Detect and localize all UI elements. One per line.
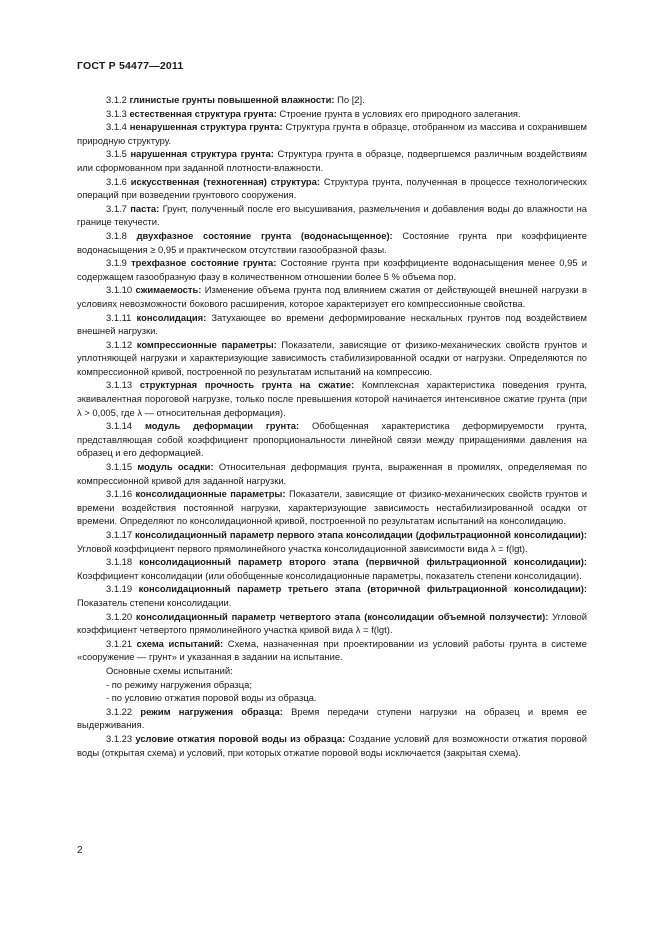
clause-number: 3.1.21	[106, 637, 133, 649]
clause-number: 3.1.2	[106, 94, 127, 105]
definition-paragraph	[77, 732, 587, 759]
schemes-intro: Основные схемы испытаний:	[106, 664, 233, 676]
clause-number: 3.1.12	[106, 338, 133, 350]
term: компрессионные параметры:	[136, 338, 277, 350]
definition-paragraph	[77, 582, 587, 609]
definition-text: Время передачи ступени нагрузки на образец и время ее выдерживания.	[77, 705, 587, 731]
definition-text: Показатели, зависящие от физико-механических свойств грунтов и времени воздействия постоянной нагрузки, характеризующие зависимость нестабилизированной осадки от времени. Определяют по консолидационной кривой, построенной по результатам испытаний на консолидацию.	[77, 488, 587, 527]
definition-text: Схема, назначенная при проектировании из условий работы грунта в системе «сооружение — грунт» и указанная в задании на испытание.	[77, 637, 587, 663]
definition-text: Затухающее во времени деформирование нескальных грунтов под воздействием внешней нагрузки.	[77, 311, 587, 337]
clause-number: 3.1.17	[106, 529, 133, 540]
term: консолидационный параметр третьего этапа (вторичной фильтрационной консолидации):	[138, 583, 587, 595]
clause-number: 3.1.22	[106, 705, 133, 717]
definition-text: Грунт, полученный после его высушивания, размельчения и добавления воды до влажности на границе текучести.	[77, 202, 588, 228]
clause-number: 3.1.18	[106, 556, 133, 568]
clause-number: 3.1.16	[106, 488, 133, 500]
term: условие отжатия поровой воды из образца:	[135, 732, 346, 744]
definition-paragraph	[77, 637, 587, 664]
clause-number: 3.1.23	[106, 732, 133, 744]
list-item: - по условию отжатия поровой воды из образца.	[106, 692, 317, 704]
term: консолидационный параметр первого этапа консолидации (дофильтрационной консолидации):	[135, 529, 588, 540]
term: сжимаемость:	[135, 284, 202, 296]
clause-number: 3.1.13	[106, 379, 133, 391]
clause-number: 3.1.7	[106, 202, 127, 214]
definition-text: Обобщенная характеристика деформируемости грунта, представляющая собой коэффициент пропорциональности линейной связи между приращениями давления на образец и его деформацией.	[77, 420, 587, 459]
definition-paragraph	[77, 229, 587, 256]
term: нарушенная структура грунта:	[130, 148, 274, 160]
term: схема испытаний:	[136, 637, 224, 649]
term: паста:	[130, 202, 160, 214]
term: структурная прочность грунта на сжатие:	[139, 379, 355, 391]
definition-paragraph	[77, 256, 587, 283]
term: консолидация:	[136, 311, 207, 323]
definition-paragraph	[77, 610, 587, 637]
definition-text: Структура грунта, полученная в процессе технологических операций при возведении грунтового сооружения.	[77, 175, 587, 201]
page-number: 2	[77, 845, 83, 856]
definition-paragraph	[77, 202, 587, 229]
definitions-list	[77, 93, 587, 664]
term: консолидационный параметр четвертого этапа (консолидации объемной ползучести):	[135, 610, 549, 622]
definition-paragraph	[77, 419, 587, 460]
definition-text: Состояние грунта при коэффициенте водонасыщения менее 0,95 и содержащем газообразную фазу в количественном отношении более 5 % объема пор.	[77, 257, 588, 282]
definition-text: Состояние грунта при коэффициенте водонасыщения ≥ 0,95 и практическом отсутствии газообразной фазы.	[77, 229, 587, 255]
clause-number: 3.1.14	[106, 420, 133, 432]
definition-text: Структура грунта в образце, подвергшемся различным воздействиям или сформованном при заданной плотности-влажности.	[77, 148, 587, 173]
definition-text: Изменение объема грунта под влиянием сжатия от действующей внешней нагрузки в условиях невозможности бокового расширения, которое характеризует его компрессионные свойства.	[77, 284, 587, 309]
definition-text: По [2].	[334, 94, 365, 105]
term: модуль деформации грунта:	[144, 420, 300, 432]
term: трехфазное состояние грунта:	[131, 257, 277, 269]
clause-number: 3.1.5	[106, 148, 127, 160]
definition-text: Создание условий для возможности отжатия поровой воды (открытая схема) и условий, при которых отжатие поровой воды исключается (закрытая схема).	[77, 732, 588, 758]
definition-text: Угловой коэффициент четвертого прямолинейного участка кривой вида λ = f(lgt).	[77, 610, 588, 636]
clause-number: 3.1.8	[106, 229, 127, 241]
document-body	[77, 93, 587, 759]
definition-text: Структура грунта в образце, отобранном из массива и сохранившем природную структуру.	[77, 121, 587, 146]
clause-number: 3.1.6	[106, 175, 127, 187]
clause-number: 3.1.15	[106, 461, 133, 473]
definition-text: Показатель степени консолидации.	[77, 596, 232, 608]
clause-number: 3.1.4	[106, 121, 127, 133]
clause-number: 3.1.10	[106, 284, 133, 296]
term: консолидационный параметр второго этапа (первичной фильтрационной консолидации):	[139, 556, 587, 568]
definition-paragraph	[77, 107, 587, 121]
definition-paragraph	[77, 378, 587, 419]
definition-text: Строение грунта в условиях его природного залегания.	[276, 107, 521, 119]
clause-number: 3.1.20	[106, 610, 133, 622]
definition-paragraph	[77, 147, 587, 174]
clause-number: 3.1.11	[106, 311, 132, 323]
term: режим нагружения образца:	[140, 705, 283, 717]
document-header: ГОСТ Р 54477—2011	[77, 60, 184, 72]
term: модуль осадки:	[137, 461, 214, 473]
definition-paragraph	[77, 460, 587, 487]
definition-paragraph	[77, 487, 587, 528]
definitions-list-tail	[77, 705, 587, 759]
definition-paragraph	[77, 311, 587, 338]
term: двухфазное состояние грунта (водонасыщенное):	[136, 229, 393, 241]
definition-paragraph	[77, 555, 587, 582]
clause-number: 3.1.3	[106, 107, 127, 119]
definition-paragraph	[77, 175, 587, 202]
term: искусственная (техногенная) структура:	[130, 175, 320, 187]
clause-number: 3.1.19	[106, 583, 133, 595]
definition-paragraph	[77, 93, 587, 107]
definition-paragraph	[77, 705, 587, 732]
definition-paragraph	[77, 120, 587, 147]
definition-text: Относительная деформация грунта, выраженная в промилях, определяемая по компрессионной кривой для заданной нагрузки.	[77, 461, 587, 486]
definition-paragraph	[77, 528, 587, 555]
definition-paragraph	[77, 338, 587, 379]
clause-number: 3.1.9	[106, 257, 127, 269]
term: ненарушенная структура грунта:	[129, 121, 283, 133]
definition-text: Коэффициент консолидации (или обобщенные консолидационные параметры, показатель степени консолидации).	[77, 569, 582, 581]
definition-paragraph	[77, 283, 587, 310]
definition-text: Показатели, зависящие от физико-механических свойств грунтов и уплотняющей нагрузки и характеризующие зависимость стабилизированной осадки от нагрузки. Определяются по компрессионной кривой, построенной по результатам испытаний на компрессию.	[77, 338, 587, 377]
definition-text: Комплексная характеристика поведения грунта, эквивалентная пороговой нагрузке, только после превышения которой начинается интенсивное сжатие грунта (при λ > 0,005, где λ — относительная деформация).	[77, 379, 588, 418]
term: глинистые грунты повышенной влажности:	[129, 94, 335, 105]
term: консолидационные параметры:	[135, 488, 286, 500]
term: естественная структура грунта:	[129, 107, 277, 119]
list-item: - по режиму нагружения образца;	[106, 678, 252, 690]
definition-text: Угловой коэффициент первого прямолинейного участка консолидационной зависимости вида λ = f(lgt).	[77, 542, 528, 554]
